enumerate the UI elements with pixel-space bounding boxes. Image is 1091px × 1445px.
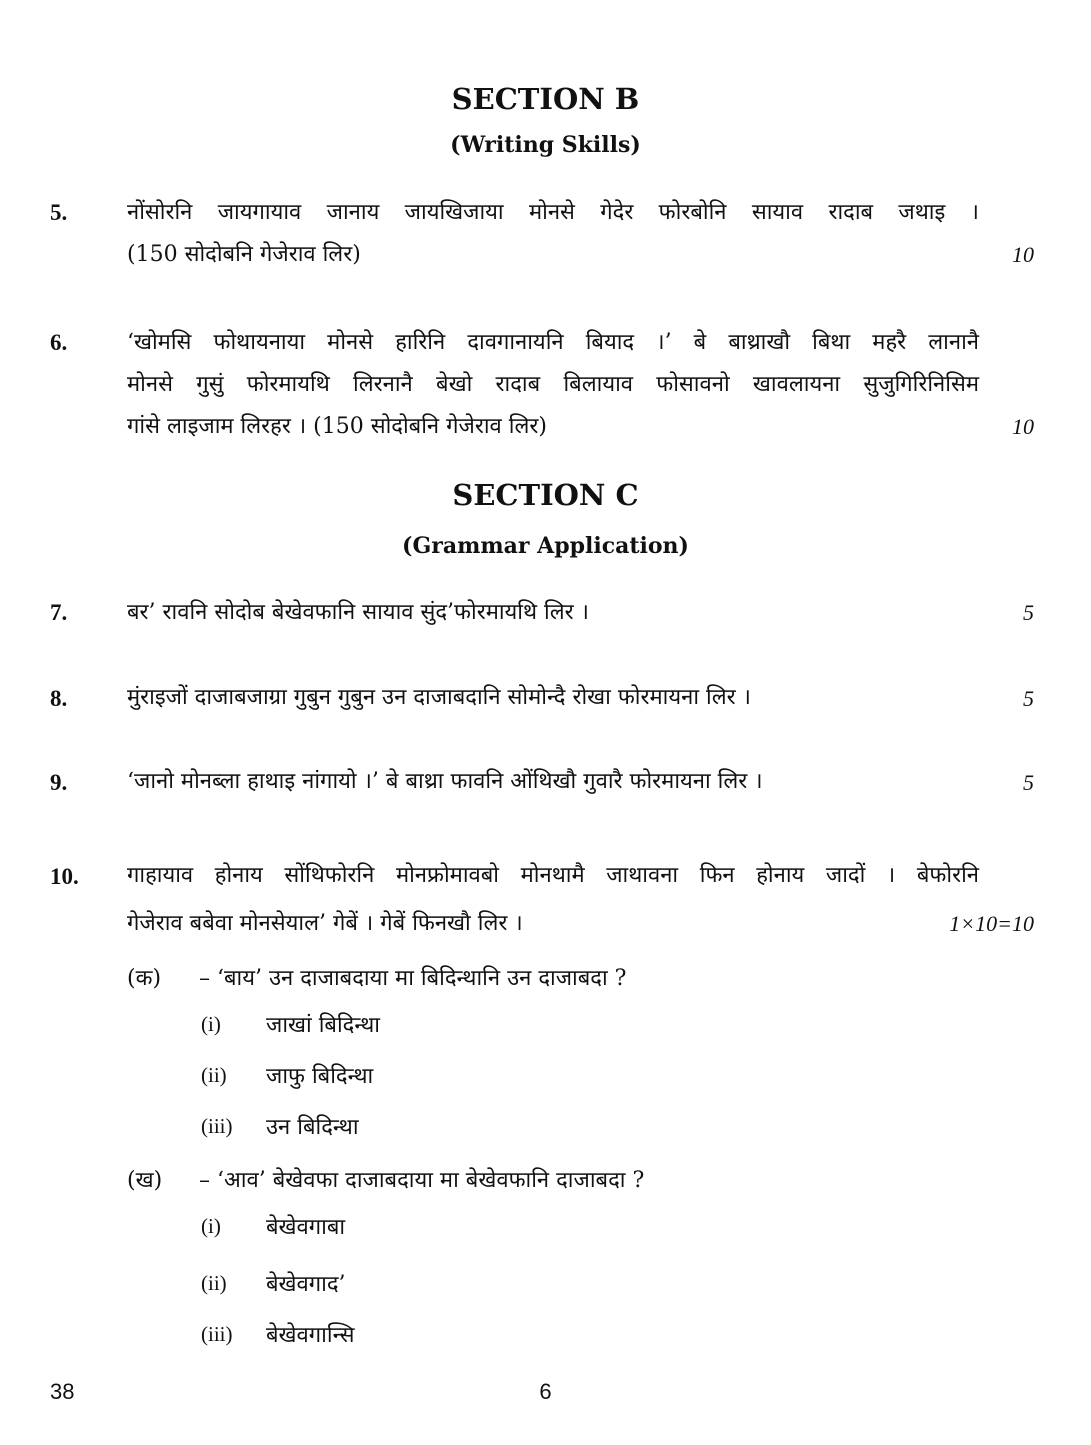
option-text: उन बिदिन्था <box>266 1115 359 1140</box>
question-text-line: नोंसोरनि जायगायाव जानाय जायखिजाया मोनसे गेदेर फोरबोनि सायाव रादाब जथाइ । <box>127 200 979 225</box>
question-text-line: (150 सोदोबनि गेजेराव लिर) <box>127 242 361 267</box>
option-text: बेखेवगाद’ <box>266 1272 346 1297</box>
section-c-title: SECTION C <box>452 478 639 512</box>
option-text: बेखेवगान्सि <box>266 1323 355 1348</box>
option-numeral: (i) <box>201 1214 221 1238</box>
question-text-line: ‘जानो मोनब्ला हाथाइ नांगायो ।’ बे बाथ्रा फावनि ओंथिखौ गुवारै फोरमायना लिर । <box>127 769 763 794</box>
part-label: (ख) <box>127 1168 163 1193</box>
marks: 5 <box>1023 686 1034 711</box>
section-b-title: SECTION B <box>451 82 640 116</box>
question-number: 10. <box>50 864 79 889</box>
option-text: जाफु बिदिन्था <box>266 1064 374 1089</box>
option-numeral: (iii) <box>201 1322 233 1346</box>
paper-code: 38 <box>50 1379 75 1404</box>
question-text-line: ‘खोमसि फोथायनाया मोनसे हारिनि दावगानायनि बियाद ।’ बे बाथ्राखौ बिथा महरै लानानै <box>127 330 979 355</box>
question-text-line: गेजेराव बबेवा मोनसेयाल’ गेबें । गेबें फिनखौ लिर । <box>127 911 523 936</box>
question-text-line: बर’ रावनि सोदोब बेखेवफानि सायाव सुंद’फोरमायथि लिर । <box>127 600 589 625</box>
question-number: 7. <box>50 600 68 625</box>
question-text-line: मोनसे गुसुं फोरमायथि लिरनानै बेखो रादाब बिलायाव फोसावनो खावलायना सुजुगिरिनिसिम <box>127 372 979 397</box>
part-label: (क) <box>127 966 162 991</box>
marks: 5 <box>1023 600 1034 625</box>
part-question: – ‘आव’ बेखेवफा दाजाबदाया मा बेखेवफानि दाजाबदा ? <box>199 1168 645 1193</box>
question-text-line: गांसे लाइजाम लिरहर । (150 सोदोबनि गेजेराव लिर) <box>127 414 547 439</box>
marks: 10 <box>1012 414 1034 439</box>
option-numeral: (i) <box>201 1012 221 1036</box>
option-text: जाखां बिदिन्था <box>266 1013 380 1038</box>
page-number: 6 <box>539 1379 552 1404</box>
marks: 1×10=10 <box>949 911 1034 936</box>
option-text: बेखेवगाबा <box>266 1215 346 1240</box>
part-question: – ‘बाय’ उन दाजाबदाया मा बिदिन्थानि उन दाजाबदा ? <box>199 966 627 991</box>
question-number: 6. <box>50 330 68 355</box>
option-numeral: (iii) <box>201 1114 233 1138</box>
question-number: 5. <box>50 200 68 225</box>
question-number: 8. <box>50 686 68 711</box>
section-c-subtitle: (Grammar Application) <box>402 533 689 559</box>
option-numeral: (ii) <box>201 1271 227 1295</box>
question-number: 9. <box>50 770 68 795</box>
question-text-line: गाहायाव होनाय सोंथिफोरनि मोनफ्रोमावबो मोनथामै जाथावना फिन होनाय जादों । बेफोरनि <box>127 863 979 888</box>
marks: 5 <box>1023 770 1034 795</box>
option-numeral: (ii) <box>201 1063 227 1087</box>
question-text-line: मुंराइजों दाजाबजाग्रा गुबुन गुबुन उन दाजाबदानि सोमोन्दै रोखा फोरमायना लिर । <box>127 685 751 710</box>
section-b-subtitle: (Writing Skills) <box>450 132 641 158</box>
marks: 10 <box>1012 242 1034 267</box>
